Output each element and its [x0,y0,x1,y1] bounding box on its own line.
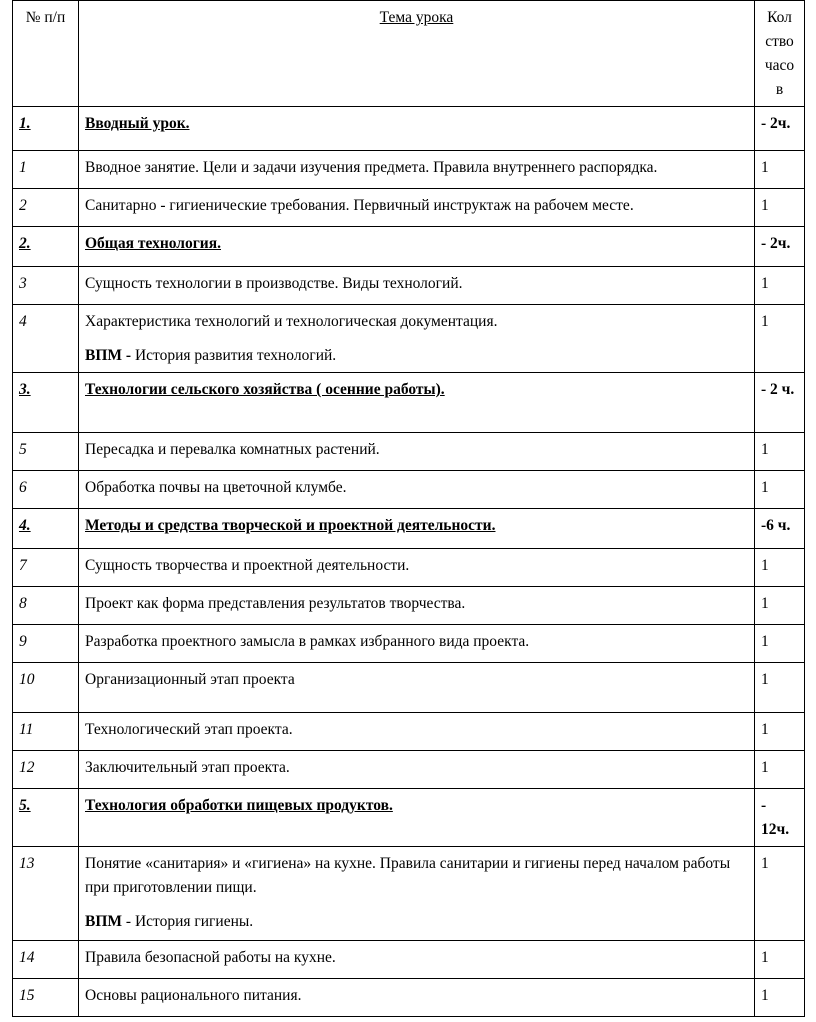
row-number: 5. [19,797,31,815]
lesson-topic: Санитарно - гигиенические требования. Первичный инструктаж на рабочем месте. [85,197,634,215]
lesson-topic: Пересадка и перевалка комнатных растений. [85,441,380,459]
hours-value: 1 [761,479,769,497]
vpm-label: ВПМ - [85,347,132,365]
row-number: 2. [19,235,31,253]
section-row [13,789,805,847]
lesson-topic: Проект как форма представления результатов творчества. [85,595,466,613]
hours-value: - 12ч. [761,797,790,839]
hours-value: 1 [761,987,769,1005]
hours-value: 1 [761,633,769,651]
vpm-text: - История гигиены. [122,913,254,931]
vpm-label: ВПМ [85,913,123,931]
lesson-topic: Характеристика технологий и технологическая документация. [85,313,498,331]
header-num: № п/п [13,1,79,107]
lesson-topic: Вводное занятие. Цели и задачи изучения предмета. Правила внутреннего распорядка. [85,159,658,177]
row-number: 6 [19,479,27,497]
lesson-topic: Технологический этап проекта. [85,721,293,739]
section-row [13,373,805,433]
hours-value: -6 ч. [761,517,791,535]
section-title: Вводный урок. [85,115,190,133]
hours-value: 1 [761,275,769,293]
row-number: 14 [19,949,35,967]
lesson-topic: Разработка проектного замысла в рамках избранного вида проекта. [85,633,530,651]
header-hours: Кол ство часо в [755,1,805,107]
lesson-topic: Сущность технологии в производстве. Виды технологий. [85,275,463,293]
hours-value: 1 [761,671,769,689]
row-number: 1. [19,115,31,133]
row-number: 3 [19,275,27,293]
vpm-note [85,344,748,368]
row-number: 15 [19,987,35,1005]
hours-value: 1 [761,557,769,575]
row-number: 2 [19,197,27,215]
table-row [13,305,805,373]
row-number: 9 [19,633,27,651]
lesson-topic: Основы рационального питания. [85,987,302,1005]
vpm-note [85,910,748,934]
lesson-topic: Сущность творчества и проектной деятельности. [85,557,410,575]
header-row [13,1,805,107]
hours-value: 1 [761,595,769,613]
table-row [13,751,805,789]
section-row [13,227,805,267]
section-title: Технологии сельского хозяйства ( осенние работы). [85,381,445,399]
section-row [13,509,805,549]
lesson-topic: Организационный этап проекта [85,671,295,689]
row-number: 10 [19,671,35,689]
vpm-text: История развития технологий. [131,347,337,365]
lesson-topic: Заключительный этап проекта. [85,759,290,777]
table-row [13,151,805,189]
hours-value: - 2ч. [761,235,791,253]
table-row [13,941,805,979]
table-row [13,189,805,227]
hours-value: - 2 ч. [761,381,795,399]
lesson-plan-table [12,0,805,1017]
hours-value: 1 [761,721,769,739]
row-number: 13 [19,855,35,873]
hours-value: 1 [761,159,769,177]
section-title: Общая технология. [85,235,221,253]
table-row [13,433,805,471]
lesson-topic: Правила безопасной работы на кухне. [85,949,336,967]
lesson-topic: Понятие «санитария» и «гигиена» на кухне. Правила санитарии и гигиены перед началом работы при приготовлении пищи. [85,855,731,897]
hours-value: 1 [761,197,769,215]
hours-value: 1 [761,441,769,459]
table-row [13,471,805,509]
row-number: 1 [19,159,27,177]
hours-value: 1 [761,855,769,873]
table-row [13,587,805,625]
section-title: Технология обработки пищевых продуктов. [85,797,393,815]
table-row [13,979,805,1017]
hours-value: - 2ч. [761,115,791,133]
row-number: 8 [19,595,27,613]
row-number: 3. [19,381,31,399]
row-number: 4. [19,517,31,535]
row-number: 4 [19,313,27,331]
hours-value: 1 [761,313,769,331]
row-number: 5 [19,441,27,459]
table-row [13,847,805,941]
row-number: 7 [19,557,27,575]
section-title: Методы и средства творческой и проектной деятельности. [85,517,496,535]
table-row [13,663,805,713]
table-row [13,713,805,751]
row-number: 11 [19,721,34,739]
lesson-topic: Обработка почвы на цветочной клумбе. [85,479,347,497]
header-topic: Тема урока [79,1,755,107]
row-number: 12 [19,759,35,777]
section-row [13,107,805,151]
hours-value: 1 [761,949,769,967]
table-row [13,267,805,305]
table-row [13,549,805,587]
table-row [13,625,805,663]
hours-value: 1 [761,759,769,777]
